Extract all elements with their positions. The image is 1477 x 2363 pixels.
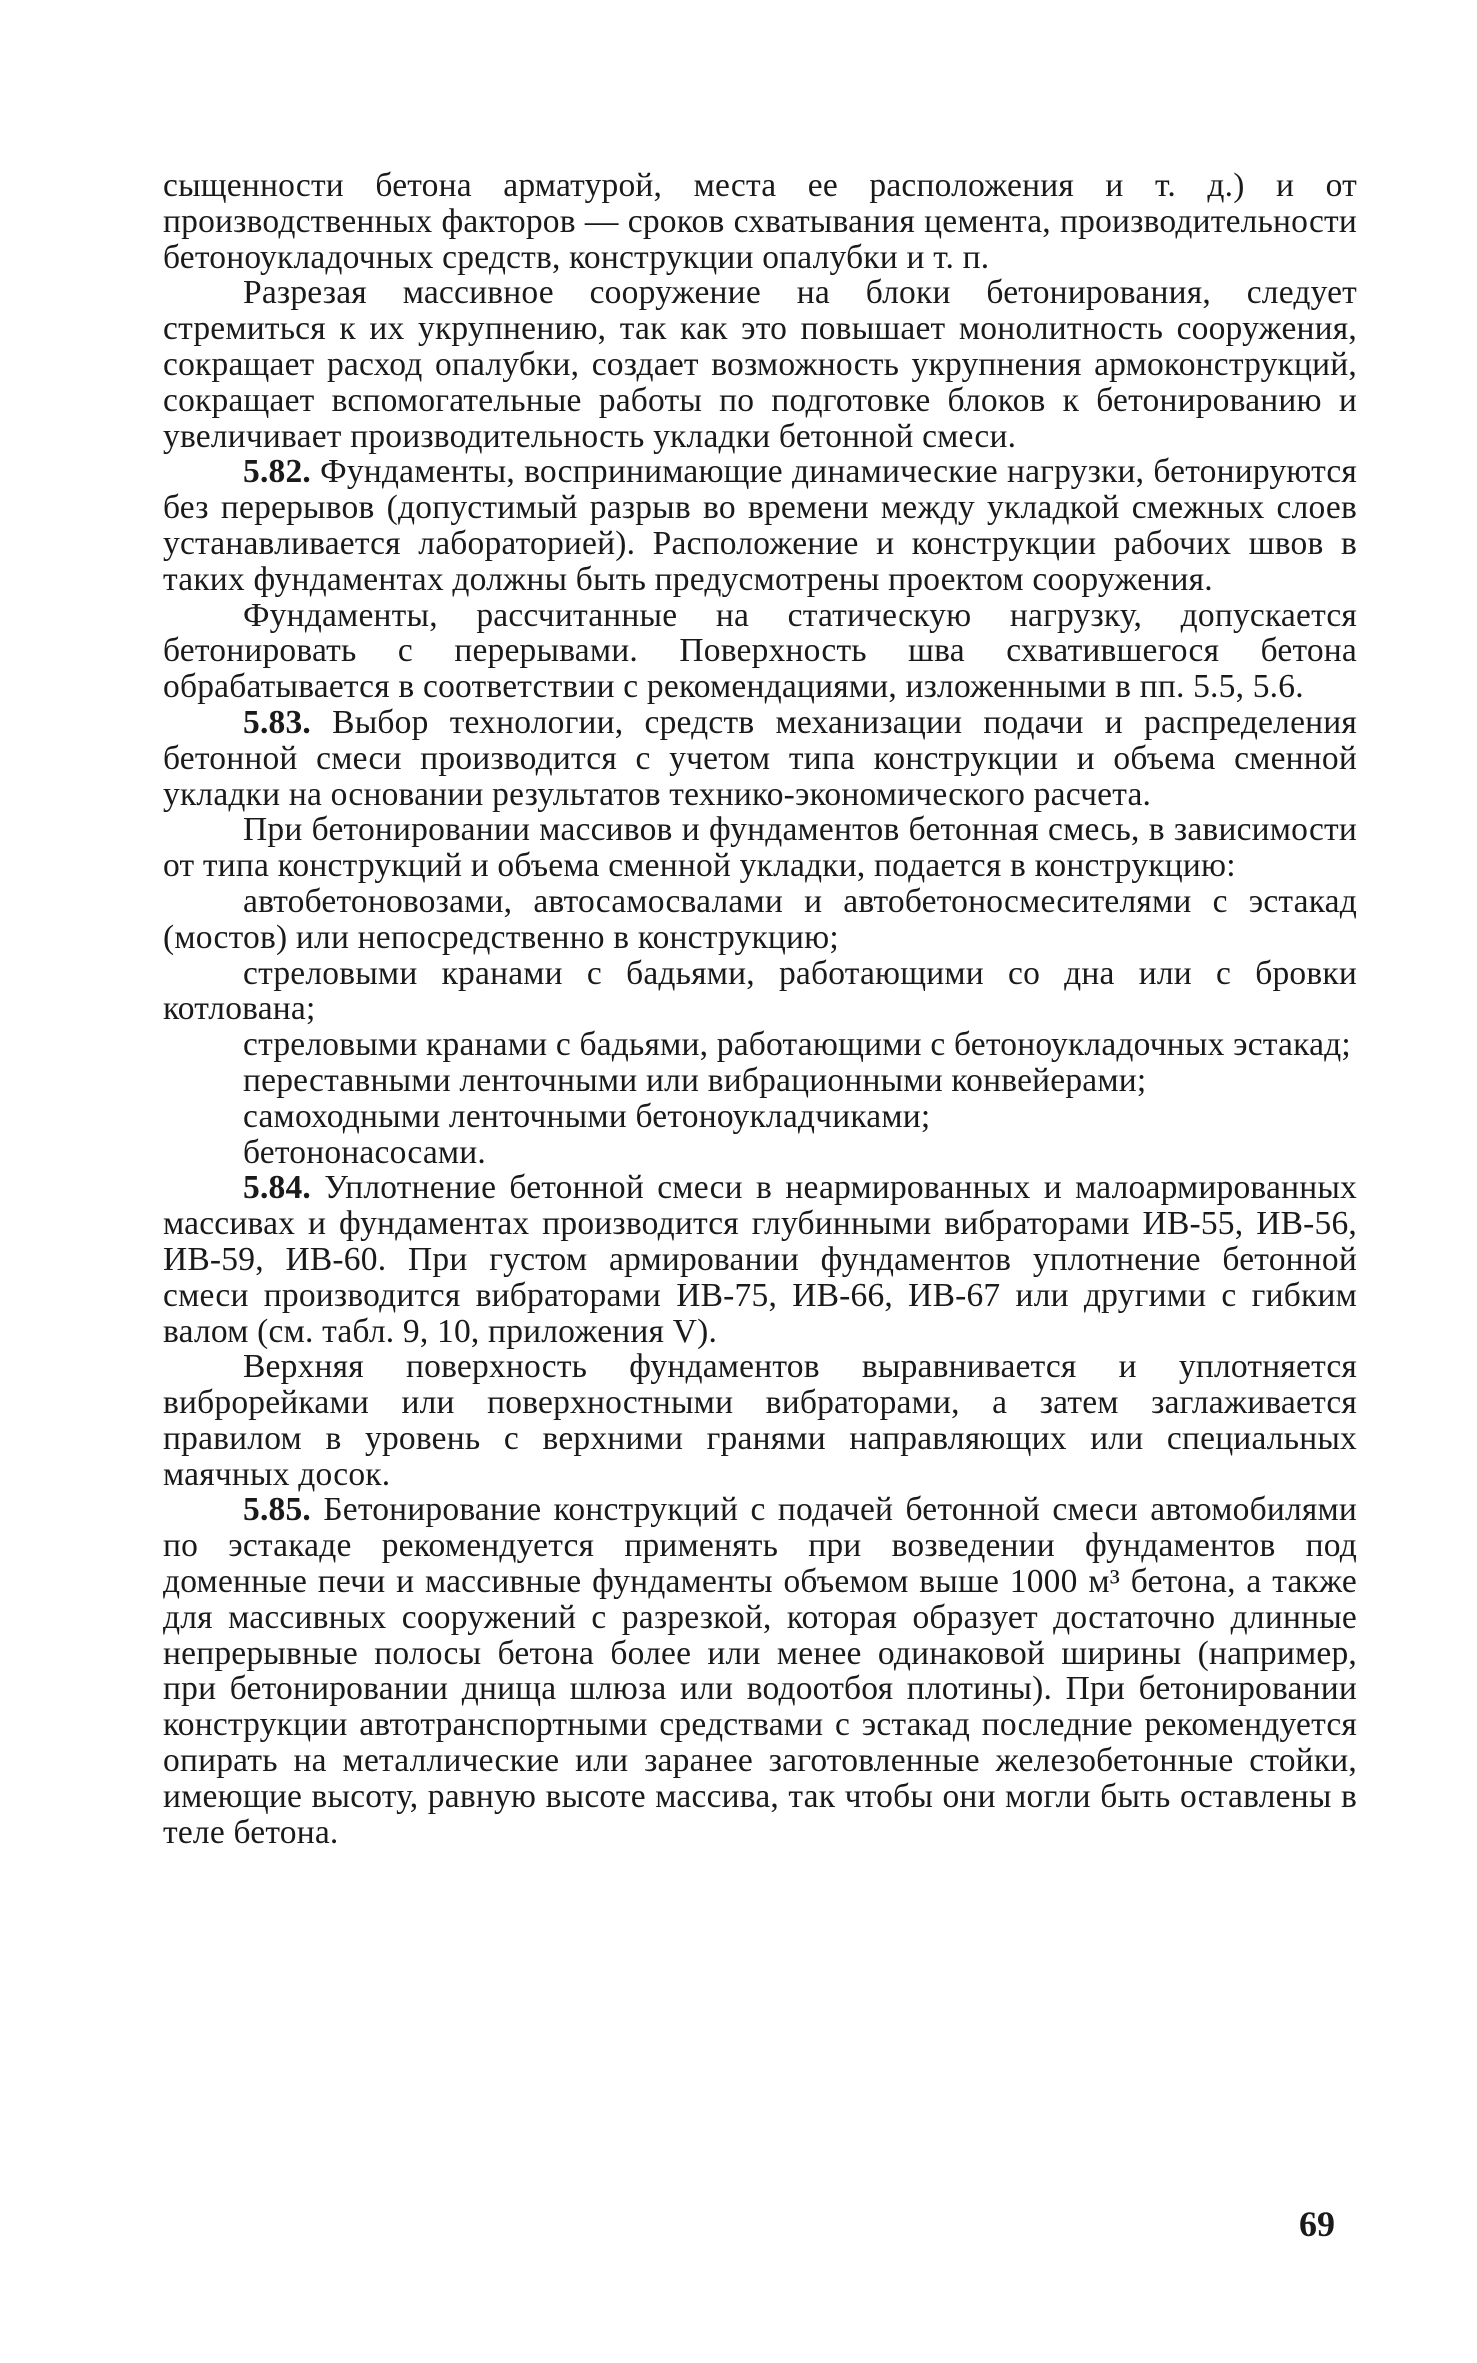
list-item-text: стреловыми кранами с бадьями, работающими со дна или с бровки котлована;	[163, 954, 1357, 1028]
paragraph-text: Разрезая массивное сооружение на блоки бетонирования, следует стремиться к их укрупнению, так как это повышает монолитность сооружения, сокращает расход опалубки, создает возможность укрупнения армоконструкций, сокращает вспомогательные работы по подготовке блоков к бетонированию и увеличивает производительность укладки бетонной смеси.	[163, 274, 1357, 455]
section-number: 5.84.	[243, 1169, 311, 1207]
paragraph-continuation	[163, 168, 1357, 275]
list-item-text: самоходными ленточными бетоноукладчиками;	[243, 1097, 931, 1135]
section-number: 5.85.	[243, 1491, 311, 1529]
paragraph-text: Фундаменты, рассчитанные на статическую нагрузку, допускается бетонировать с перерывами. Поверхность шва схватившегося бетона обрабатывается в соответствии с рекомендациями, изложенными в пп. 5.5, 5.6.	[163, 596, 1357, 706]
list-item	[163, 956, 1357, 1028]
section-paragraph-5-85	[163, 1492, 1357, 1850]
paragraph-text: При бетонировании массивов и фундаментов бетонная смесь, в зависимости от типа конструкций и объема сменной укладки, подается в конструкцию:	[163, 811, 1357, 885]
paragraph-text: Бетонирование конструкций с подачей бетонной смеси автомобилями по эстакаде рекомендуется применять при возведении фундаментов под доменные печи и массивные фундаменты объемом выше 1000 м³ бетона, а также для массивных сооружений с разрезкой, которая образует достаточно длинные непрерывные полосы бетона более или менее одинаковой ширины (например, при бетонировании днища шлюза или водоотбоя плотины). При бетонировании конструкции автотранспортными средствами с эстакад последние рекомендуется опирать на металлические или заранее заготовленные железобетонные стойки, имеющие высоту, равную высоте массива, так чтобы они могли быть оставлены в теле бетона.	[163, 1491, 1357, 1851]
list-item-text: переставными ленточными или вибрационными конвейерами;	[243, 1061, 1147, 1099]
section-number: 5.82.	[243, 453, 311, 491]
list-item-text: бетононасосами.	[243, 1133, 486, 1171]
list-item	[163, 1063, 1357, 1099]
paragraph-text: Верхняя поверхность фундаментов выравнивается и уплотняется виброрейками или поверхностными вибраторами, а затем заглаживается правилом в уровень с верхними гранями направляющих или специальных маячных досок.	[163, 1348, 1357, 1493]
paragraph-text: сыщенности бетона арматурой, места ее расположения и т. д.) и от производственных факторов — сроков схватывания цемента, производительности бетоноукладочных средств, конструкции опалубки и т. п.	[163, 167, 1357, 276]
paragraph	[163, 275, 1357, 454]
page-number: 69	[1299, 2204, 1335, 2244]
list-item	[163, 1099, 1357, 1135]
list-item	[163, 884, 1357, 956]
section-number: 5.83.	[243, 703, 311, 741]
list-item-text: автобетоновозами, автосамосвалами и автобетоносмесителями с эстакад (мостов) или непосредственно в конструкцию;	[163, 882, 1357, 956]
paragraph	[163, 598, 1357, 705]
list-item	[163, 1027, 1357, 1063]
paragraph	[163, 812, 1357, 884]
paragraph	[163, 1349, 1357, 1492]
list-item	[163, 1135, 1357, 1171]
text-column	[163, 168, 1357, 1850]
section-paragraph-5-84	[163, 1170, 1357, 1349]
section-paragraph-5-83	[163, 705, 1357, 812]
paragraph-text: Уплотнение бетонной смеси в неармированных и малоармированных массивах и фундаментах производится глубинными вибраторами ИВ-55, ИВ-56, ИВ-59, ИВ-60. При густом армировании фундаментов уплотнение бетонной смеси производится вибраторами ИВ-75, ИВ-66, ИВ-67 или другими с гибким валом (см. табл. 9, 10, приложения V).	[163, 1169, 1357, 1350]
paragraph-text: Фундаменты, воспринимающие динамические нагрузки, бетонируются без перерывов (допустимый разрыв во времени между укладкой смежных слоев устанавливается лабораторией). Расположение и конструкции рабочих швов в таких фундаментах должны быть предусмотрены проектом сооружения.	[163, 453, 1357, 598]
section-paragraph-5-82	[163, 454, 1357, 597]
paragraph-text: Выбор технологии, средств механизации подачи и распределения бетонной смеси производится с учетом типа конструкции и объема сменной укладки на основании результатов технико-экономического расчета.	[163, 703, 1358, 813]
list-item-text: стреловыми кранами с бадьями, работающими с бетоноукладочных эстакад;	[243, 1026, 1351, 1064]
